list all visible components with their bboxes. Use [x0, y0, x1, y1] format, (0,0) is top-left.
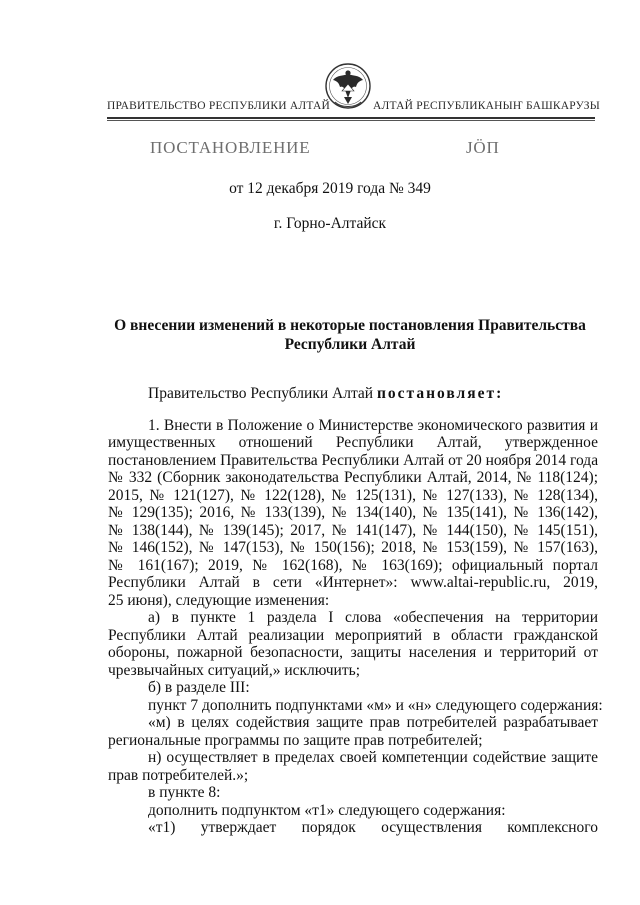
body-line: а) в пункте 1 раздела I слова «обеспечения на территории: [148, 609, 598, 626]
body-line: региональные программы по защите прав потребителей;: [108, 731, 483, 749]
body-line: постановлением Правительства Республики Алтай от 20 ноября 2014 года: [108, 451, 599, 469]
body-line: № 161(167); 2019, № 162(168), № 163(169); официальный портал: [108, 556, 598, 574]
body-line: прав потребителей.»;: [108, 766, 249, 784]
body-line: чрезвычайных ситуаций,» исключить;: [108, 661, 360, 679]
body-line: пункт 7 дополнить подпунктами «м» и «н» следующего содержания:: [148, 696, 603, 714]
header-rule-thin: [107, 120, 595, 121]
header-rule-thick: [107, 117, 595, 119]
body-line: «т1) утверждает порядок осуществления комплексного: [148, 819, 598, 836]
body-line: 25 июня), следующие изменения:: [108, 591, 330, 609]
body-line: Республики Алтай реализации мероприятий в области гражданской: [108, 626, 598, 644]
body-line: № 332 (Сборник законодательства Республики Алтай, 2014, № 118(124);: [108, 469, 598, 486]
body-line: б) в разделе III:: [148, 679, 250, 696]
body-line: 2015, № 121(127), № 122(128), № 125(131), № 127(133), № 128(134),: [108, 486, 598, 504]
body-line: Республики Алтай в сети «Интернет»: www.altai-republic.ru, 2019,: [108, 574, 598, 591]
body-line: № 146(152), № 147(153), № 150(156); 2018, № 153(159), № 157(163),: [108, 539, 598, 556]
intro-prefix: Правительство Республики Алтай: [148, 385, 377, 402]
document-body: [108, 385, 603, 837]
document-city: г. Горно-Алтайск: [273, 215, 387, 232]
coat-of-arms-emblem: [323, 60, 373, 116]
body-line: имущественных отношений Республики Алтай, утвержденное: [108, 434, 598, 451]
doc-type-russian: ПОСТАНОВЛЕНИЕ: [150, 138, 311, 157]
intro-paragraph: [108, 385, 598, 403]
body-line: № 138(144), № 139(145); 2017, № 141(147), № 144(150), № 145(151),: [108, 521, 598, 539]
body-line: обороны, пожарной безопасности, защиты населения и территорий от: [108, 644, 598, 661]
document-title-line-2: Республики Алтай: [284, 336, 416, 353]
body-lines: [108, 416, 603, 837]
body-line: в пункте 8:: [148, 784, 221, 801]
body-line: 1. Внести в Положение о Министерстве экономического развития и: [148, 416, 598, 434]
document-date-number: от 12 декабря 2019 года № 349: [229, 180, 431, 197]
doc-type-altai: ЈӦП: [466, 138, 500, 157]
document-title-line-1: О внесении изменений в некоторые постановления Правительства: [114, 317, 586, 334]
body-line: № 129(135); 2016, № 133(139), № 134(140), № 135(141), № 136(142),: [108, 504, 598, 521]
intro-emphasis: постановляет:: [376, 385, 504, 402]
body-line: дополнить подпунктом «т1» следующего содержания:: [148, 801, 506, 819]
document-title: [100, 316, 600, 354]
body-line: н) осуществляет в пределах своей компетенции содействие защите: [148, 749, 598, 766]
org-name-altai: АЛТАЙ РЕСПУБЛИКАНЫҤ БАШКАРУЗЫ: [373, 100, 600, 112]
org-name-russian: ПРАВИТЕЛЬСТВО РЕСПУБЛИКИ АЛТАЙ: [107, 100, 331, 112]
body-line: «м) в целях содействия защите прав потребителей разрабатывает: [148, 714, 598, 731]
